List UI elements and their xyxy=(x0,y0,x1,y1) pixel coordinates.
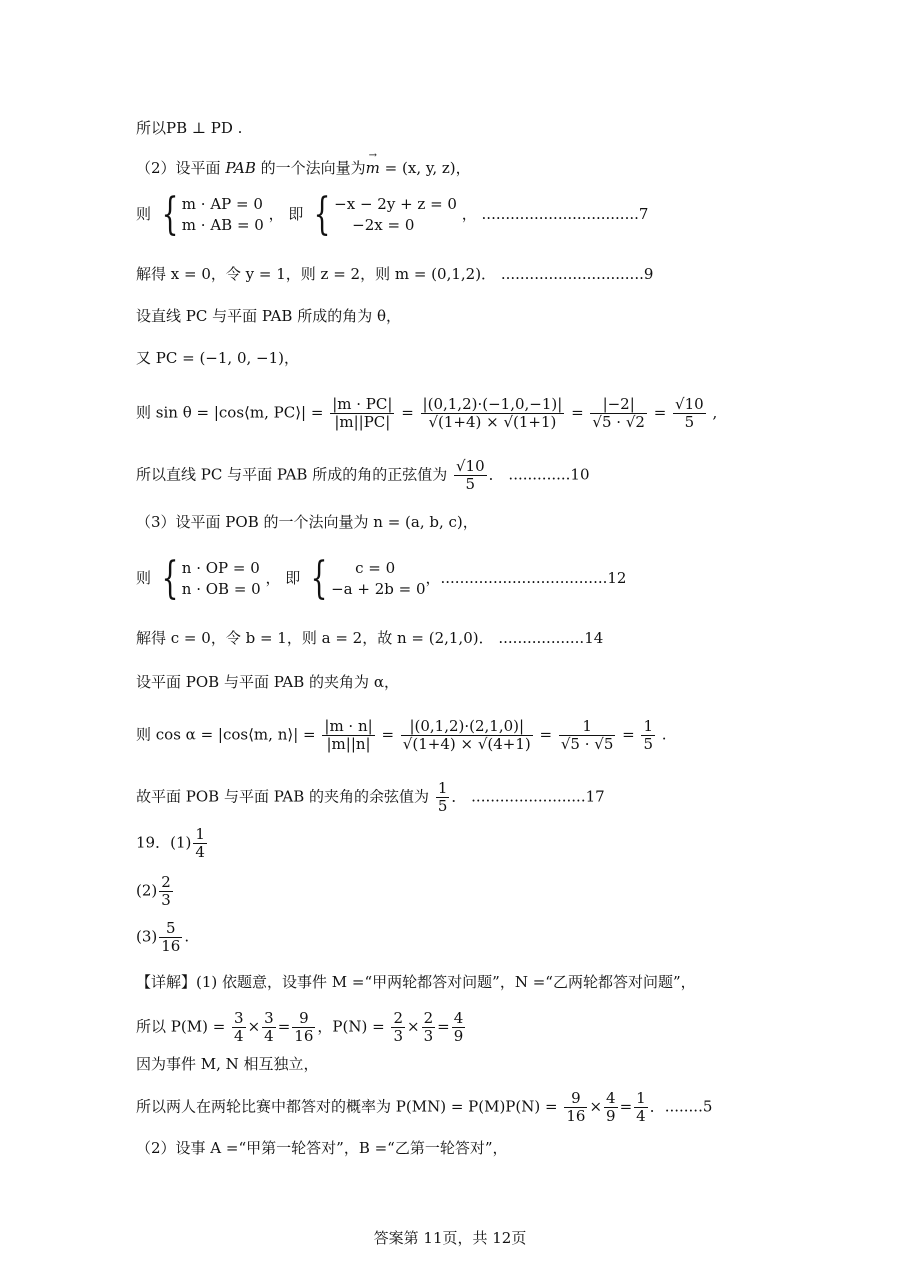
text: 所以两人在两轮比赛中都答对的概率为 P(MN) = P(M)P(N) = xyxy=(136,1097,558,1116)
page-footer: 答案第 11页，共 12页 xyxy=(373,1229,527,1247)
text: 的一个法向量为 xyxy=(255,159,366,177)
line-solve-m: 解得 x = 0，令 y = 1，则 z = 2，则 m = (0,1,2)． ..............................9 xyxy=(136,265,654,283)
fraction: $\frac{√10}{5}$ xyxy=(675,395,704,431)
fraction: $\frac{2}{3}$ xyxy=(393,1009,403,1045)
fraction: $\frac{|(0,1,2)\cdot(-1,0,-1)|}{√(1+4) \times √(1+1)}$ xyxy=(422,395,563,431)
equation: −a + 2b = 0 xyxy=(331,580,426,598)
line-independent: 因为事件 M, N 相互独立， xyxy=(136,1055,319,1073)
fraction: $\frac{1}{√5 \cdot √5}$ xyxy=(560,717,614,753)
fraction: $\frac{|m \cdot PC|}{|m||PC|}$ xyxy=(332,395,393,431)
fraction: $\frac{2}{3}$ xyxy=(161,873,171,909)
equation: m · AB = 0 xyxy=(181,216,264,234)
equation-system: { c = 0 −a + 2b = 0 xyxy=(310,553,426,604)
score-marker: ， .................................7 xyxy=(461,205,649,223)
line-pm-pn: 所以 P(M) = $\frac{3}{4}$ × $\frac{3}{4}$ = $\frac{9}{16}$ ，P(N) = $\frac{2}{3}$ × $\frac{2}{3}$ = $\frac{4}{9}$ xyxy=(136,1009,464,1045)
text: 则 sin θ = |cos⟨m, PC⟩| = xyxy=(136,403,324,422)
sub-question: (2) xyxy=(136,881,158,900)
text: 则 xyxy=(136,569,152,587)
fraction: $\frac{2}{3}$ xyxy=(423,1009,434,1045)
line-detail-events: 【详解】(1) 依题意，设事件 M =“甲两轮都答对问题”，N =“乙两轮都答对问题”， xyxy=(136,973,696,991)
fraction: $\frac{3}{4}$ xyxy=(264,1009,274,1045)
equation-system: { n · OP = 0 n · OB = 0 xyxy=(161,553,261,604)
text: 故平面 POB 与平面 PAB 的夹角的余弦值为 xyxy=(136,787,430,806)
fraction: $\frac{4}{9}$ xyxy=(606,1089,616,1125)
fraction: $\frac{|m \cdot n|}{|m||n|}$ xyxy=(324,717,373,753)
text: 所以直线 PC 与平面 PAB 所成的角的正弦值为 xyxy=(136,465,448,484)
equation-system: { m · AP = 0 m · AB = 0 xyxy=(161,189,264,240)
equation: m · AP = 0 xyxy=(181,195,263,213)
equation: n · OB = 0 xyxy=(181,580,261,598)
text: （2）设平面 xyxy=(136,159,226,177)
line-pb-perp-pd: 所以PB ⊥ PD . xyxy=(136,119,243,137)
line-system-pab xyxy=(136,189,649,240)
line-cos-alpha: 则 cos α = |cos⟨m, n⟩| = $\frac{|m \cdot n|}{|m||n|}$ = $\frac{|(0,1,2)\cdot(2,1,0)|}{√(1+4) \times √(4+1)}$ = $\frac{1}{√5 \cdot √5}$ = $\frac{1}{5}$ . xyxy=(136,717,667,753)
score-marker: ． ........................17 xyxy=(451,787,605,806)
fraction: $\frac{|-2|}{√5 \cdot √2}$ xyxy=(592,395,645,431)
answer-19-1 xyxy=(136,826,209,861)
line-normal-vector-pob: （3）设平面 POB 的一个法向量为 n = (a, b, c)， xyxy=(136,513,478,531)
line-vector-pc: 又 PC = (−1, 0, −1)， xyxy=(136,349,299,367)
text: 则 cos α = |cos⟨m, n⟩| = xyxy=(136,725,316,744)
line-sin-theta: 则 sin θ = |cos⟨m, PC⟩| = $\frac{|m \cdot PC|}{|m||PC|}$ = $\frac{|(0,1,2)\cdot(-1,0,-1)|}{√(1+4) \times √(1+1)}$ = $\frac{|-2|}{√5 \cdot √2}$ = $\frac{√10}{5}$ , xyxy=(136,395,718,431)
line-angle-theta: 设直线 PC 与平面 PAB 所成的角为 θ， xyxy=(136,307,402,325)
vector-m: → m xyxy=(366,158,380,178)
question-number: 19．(1) xyxy=(136,833,192,852)
score-marker: ，...................................12 xyxy=(425,569,627,587)
fraction: $\frac{4}{9}$ xyxy=(453,1009,464,1045)
line-joint-probability: 所以两人在两轮比赛中都答对的概率为 P(MN) = P(M)P(N) = $\frac{9}{16}$ × $\frac{4}{9}$ = $\frac{1}{4}$ ．........5 xyxy=(136,1089,713,1125)
fraction: $\frac{9}{16}$ xyxy=(294,1009,314,1045)
text: ， 即 xyxy=(265,569,301,587)
fraction: $\frac{5}{16}$ xyxy=(161,919,181,955)
text: = (x, y, z)， xyxy=(379,159,471,177)
equation-system: { −x − 2y + z = 0 −2x = 0 xyxy=(313,189,457,240)
equation: c = 0 xyxy=(355,559,396,577)
fraction: $\frac{1}{4}$ xyxy=(636,1089,646,1125)
answer-19-2 xyxy=(136,874,175,909)
equation: n · OP = 0 xyxy=(181,559,260,577)
text: 则 xyxy=(136,205,152,223)
fraction: $\frac{9}{16}$ xyxy=(566,1089,586,1125)
text: ，P(N) = xyxy=(317,1017,385,1036)
line-normal-vector-pab xyxy=(136,158,471,178)
line-cosine-result xyxy=(136,780,605,815)
sub-question: (3) xyxy=(136,927,158,946)
line-events-ab: （2）设事 A =“甲第一轮答对”，B =“乙第一轮答对”， xyxy=(136,1139,508,1157)
line-sine-result xyxy=(136,458,590,493)
text: ， 即 xyxy=(268,205,304,223)
text: 所以 P(M) = xyxy=(136,1017,226,1036)
equation: −2x = 0 xyxy=(352,216,415,234)
answer-19-3: (3) $\frac{5}{16}$ . xyxy=(136,919,190,955)
fraction: $\frac{|(0,1,2)\cdot(2,1,0)|}{√(1+4) \times √(4+1)}$ xyxy=(402,717,531,753)
equation: −x − 2y + z = 0 xyxy=(334,195,457,213)
line-solve-n: 解得 c = 0，令 b = 1，则 a = 2，故 n = (2,1,0)． ..................14 xyxy=(136,629,604,647)
line-system-pob xyxy=(136,553,627,604)
line-angle-alpha: 设平面 POB 与平面 PAB 的夹角为 α， xyxy=(136,673,399,691)
plane-name: PAB xyxy=(225,159,256,177)
fraction: $\frac{1}{5}$ xyxy=(643,717,654,753)
score-marker: ．........5 xyxy=(649,1097,713,1116)
fraction: $\frac{1}{5}$ xyxy=(437,779,448,815)
fraction: $\frac{√10}{5}$ xyxy=(456,457,485,493)
fraction: $\frac{1}{4}$ xyxy=(195,825,205,861)
score-marker: ． .............10 xyxy=(488,465,590,484)
fraction: $\frac{3}{4}$ xyxy=(234,1009,244,1045)
